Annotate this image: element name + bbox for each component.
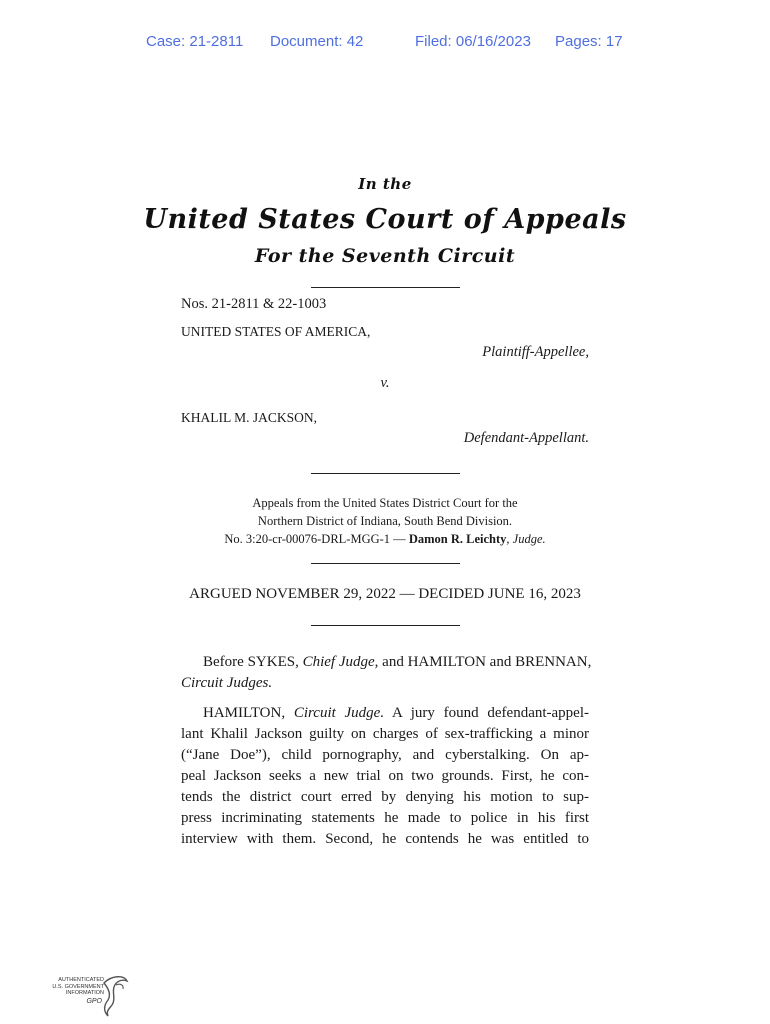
page-count: Pages: 17 [555, 33, 623, 50]
opinion-line-text: A jury found defendant-appel- [384, 705, 589, 721]
filing-header [0, 33, 770, 53]
and-text: and [485, 654, 516, 670]
opinion-paragraph [181, 703, 589, 850]
gpo-badge-text [44, 977, 104, 1005]
comma: , [587, 654, 592, 670]
judge-brennan: BRENNAN [515, 654, 588, 670]
gpo-badge-line: GPO [86, 997, 102, 1005]
eagle-icon [100, 973, 130, 1018]
district-case-number: No. 3:20-cr-00076-DRL-MGG-1 — [224, 532, 409, 546]
document-number: Document: 42 [270, 33, 364, 50]
chief-judge-title: , Chief Judge, [295, 654, 379, 670]
argued-decided-dates: ARGUED NOVEMBER 29, 2022 — DECIDED JUNE 16, 2023 [189, 586, 581, 602]
docket-numbers: Nos. 21-2811 & 22-1003 [181, 296, 327, 312]
divider [311, 287, 460, 288]
before-text: Before [203, 654, 248, 670]
circuit-name: For the Seventh Circuit [254, 245, 516, 267]
court-name: United States Court of Appeals [143, 204, 627, 235]
divider [311, 473, 460, 474]
and-text: and [378, 654, 408, 670]
district-judge-title: , Judge. [506, 532, 546, 546]
gpo-badge-line: AUTHENTICATED [58, 977, 104, 983]
appeal-origin [0, 494, 770, 548]
in-the-heading: In the [358, 175, 412, 193]
judge-hamilton: HAMILTON [407, 654, 486, 670]
panel-line-1 [181, 652, 592, 673]
opinion-line: tends the district court erred by denying his motion to sup- [181, 789, 589, 805]
defendant-role: Defendant-Appellant. [463, 430, 589, 446]
divider [311, 625, 460, 626]
panel-line-2: Circuit Judges. [181, 675, 273, 691]
versus: v. [380, 375, 390, 391]
gpo-authentication-badge [44, 973, 134, 1018]
opinion-line: interview with them. Second, he contends he was entitled to [181, 831, 589, 847]
case-number: Case: 21-2811 [146, 33, 244, 50]
panel-line [181, 652, 592, 694]
appeal-origin-line: Appeals from the United States District Court for the [252, 496, 518, 510]
district-judge-name: Damon R. Leichty [408, 532, 507, 546]
divider [311, 563, 460, 564]
gpo-badge-line: INFORMATION [65, 990, 104, 996]
opinion-line: (“Jane Doe”), child pornography, and cyberstalking. On ap- [181, 747, 589, 763]
opinion-line [181, 703, 589, 724]
plaintiff-name: UNITED STATES OF AMERICA, [181, 324, 371, 339]
author-title: , Circuit Judge. [281, 705, 385, 721]
opinion-author: HAMILTON [203, 705, 282, 721]
appeal-origin-line [0, 530, 770, 548]
appeal-origin-line: Northern District of Indiana, South Bend Division. [257, 514, 513, 528]
defendant-name: KHALIL M. JACKSON, [181, 410, 318, 425]
filed-date: Filed: 06/16/2023 [415, 33, 531, 50]
plaintiff-role: Plaintiff-Appellee, [482, 344, 589, 360]
gpo-badge-line: U.S. GOVERNMENT [52, 983, 104, 990]
opinion-line: peal Jackson seeks a new trial on two grounds. First, he con- [181, 768, 589, 784]
judge-sykes: SYKES [247, 654, 296, 670]
opinion-line: lant Khalil Jackson guilty on charges of sex-trafficking a minor [181, 726, 589, 742]
opinion-line: press incriminating statements he made to police in his first [181, 810, 589, 826]
